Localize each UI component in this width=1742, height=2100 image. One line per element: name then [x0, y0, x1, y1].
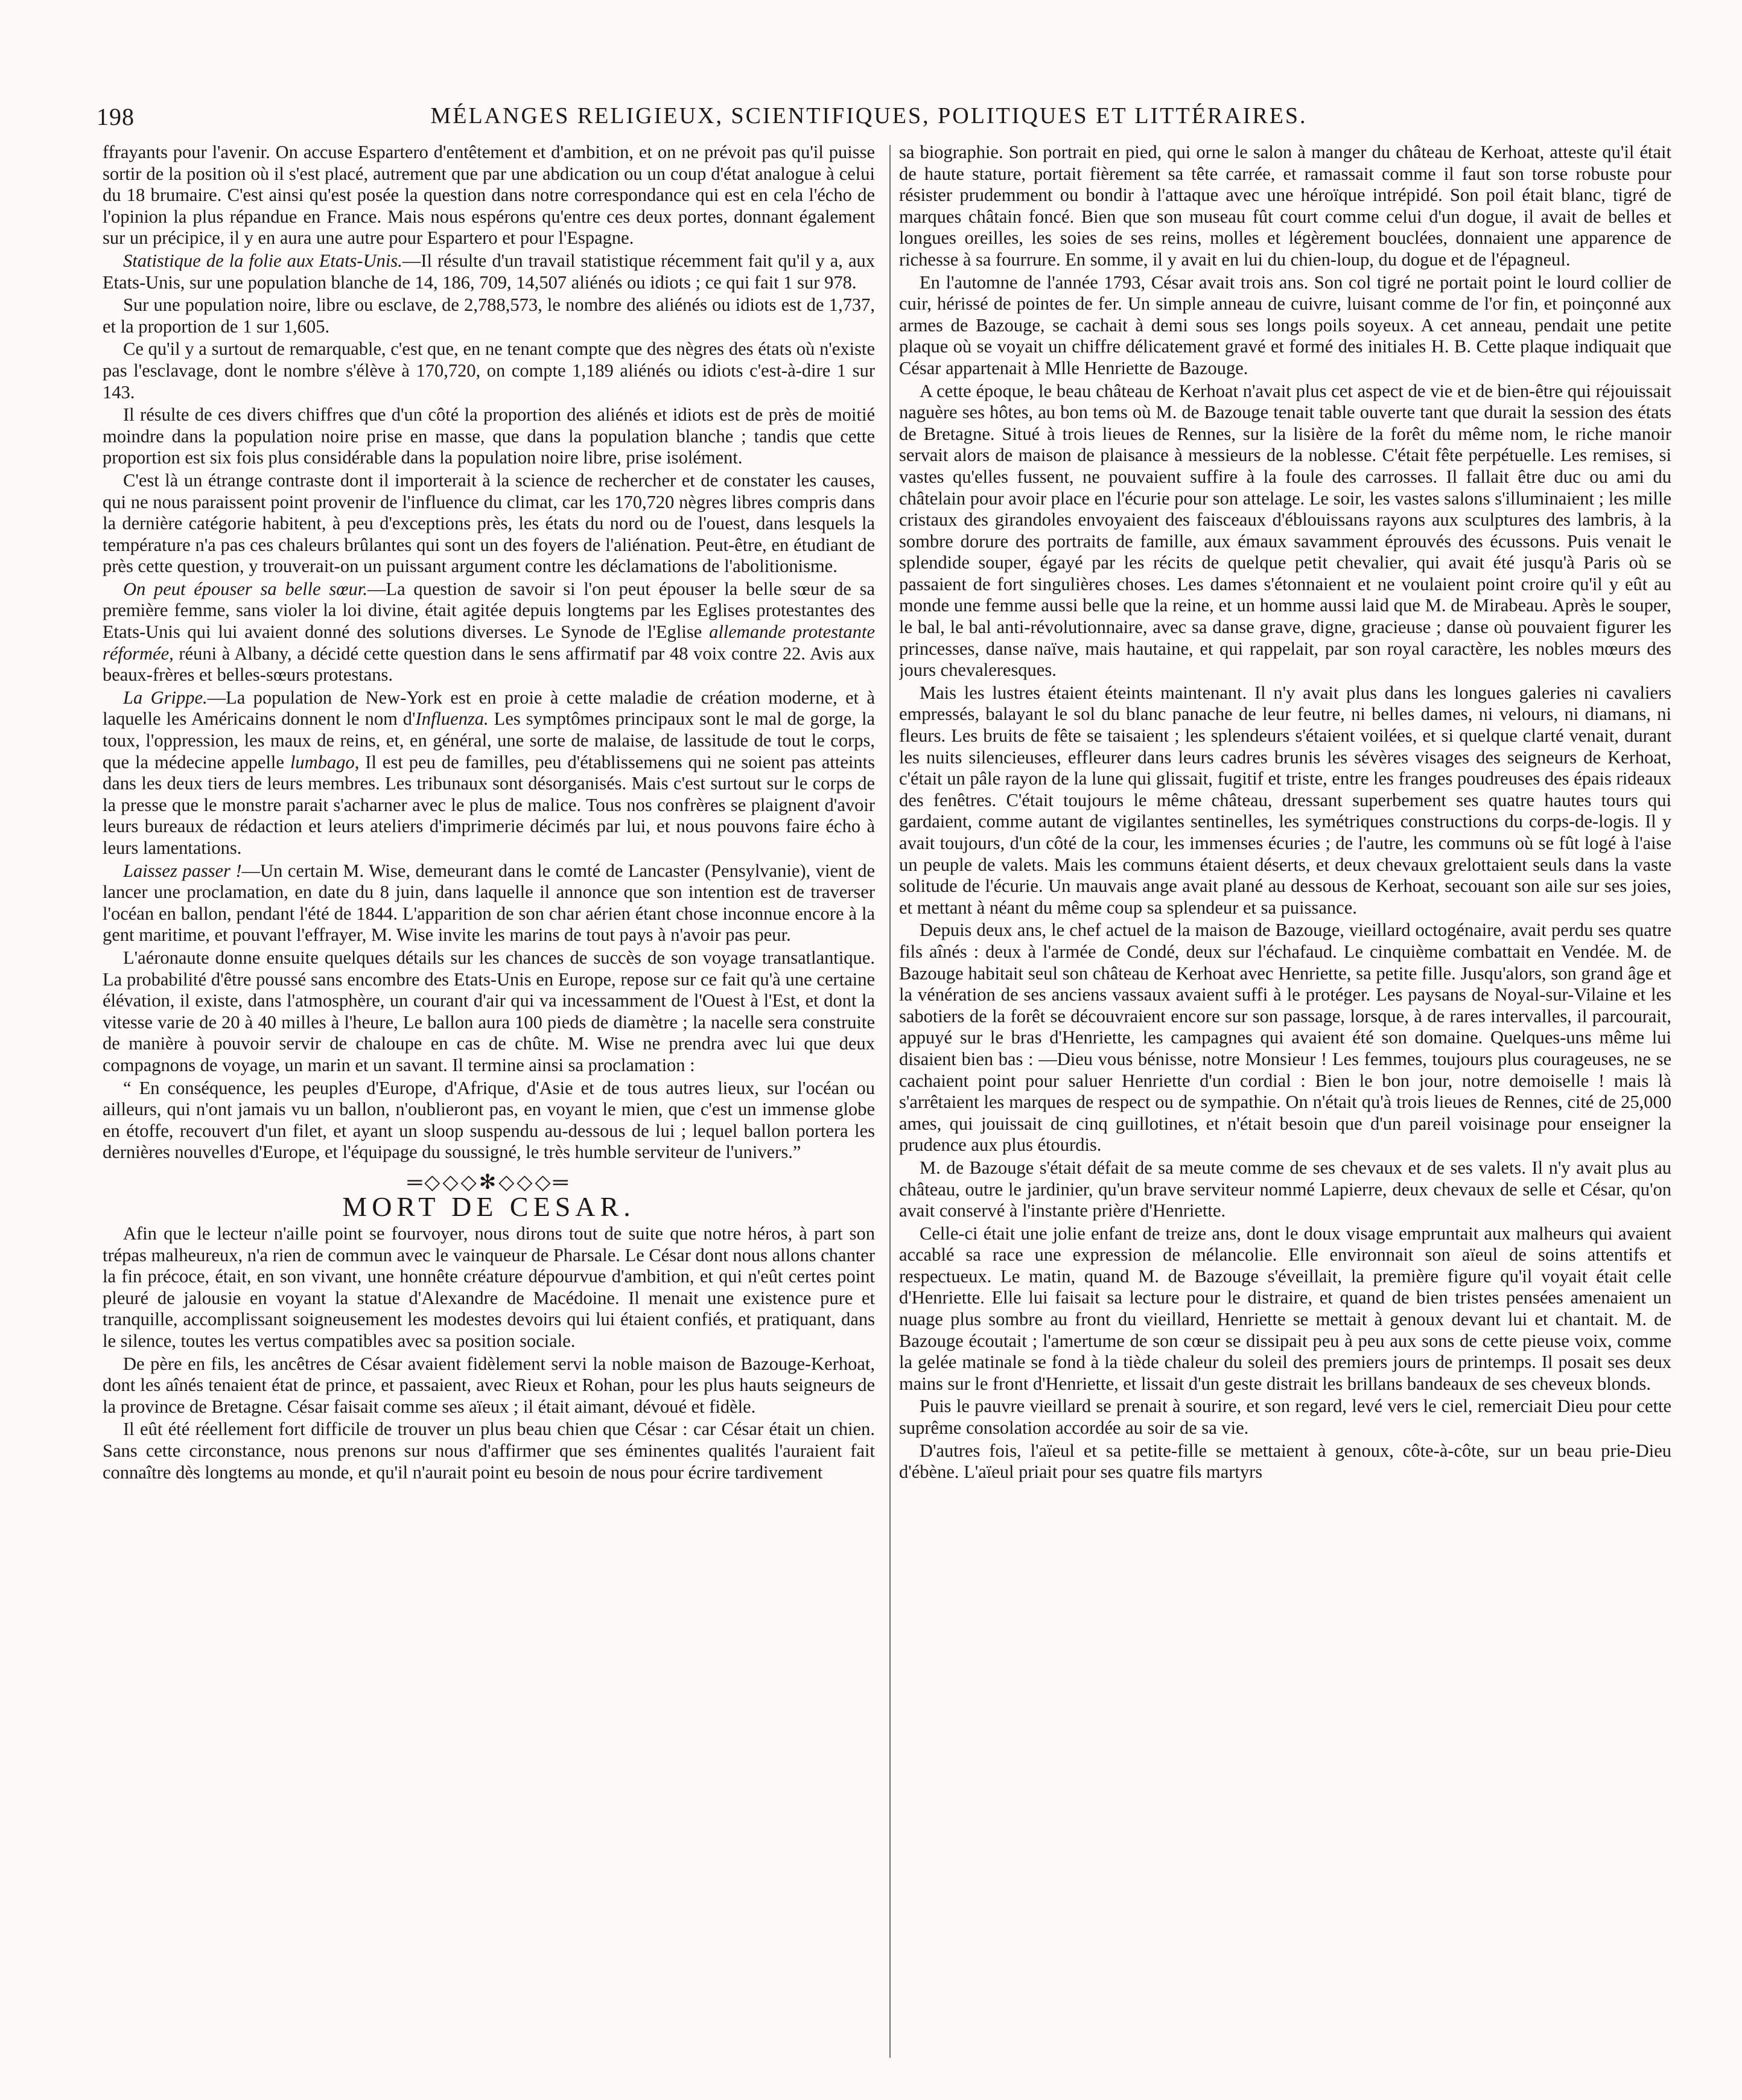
- section-title: MORT DE CESAR.: [342, 1191, 635, 1222]
- page-number: 198: [97, 103, 135, 130]
- paragraph-contraste: C'est là un étrange contraste dont il importerait à la science de rechercher et de constater les causes, qui ne nous paraissent point provenir de l'influence du climat, car les 170,720 nègres libres compris dans la dernière catégorie habitent, à peu d'exceptions près, les états du nord ou de l'ouest, dans lesquels la température n'a pas ces chaleurs brûlantes qui sont un des foyers de l'aliénation. Peut-être, en étudiant de près cette question, y trouverait-on un puissant argument contre les déclamations de l'abolitionisme.: [103, 469, 875, 577]
- paragraph-espartero: ffrayants pour l'avenir. On accuse Espartero d'entêtement et d'ambition, et on ne prévoit pas qu'il puisse sortir de la position où il s'est placé, autrement que par une abdication ou un coup d'état analogue à celui du 18 brumaire. C'est ainsi qu'est posée la question dans notre correspondance qui est en cela l'écho de l'opinion la plus répandue en France. Mais nous espérons qu'entre ces deux portes, donnant également sur un précipice, il y en aura une autre pour Espartero et pour l'Espagne.: [103, 142, 875, 249]
- paragraph-biographie: sa biographie. Son portrait en pied, qui orne le salon à manger du château de Kerhoat, atteste qu'il était de haute stature, portait fièrement sa tête carrée, et ramassait comme il faut son torse robuste pour résister prudemment ou bondir à l'attaque avec une héroïque intrépidé. Son poil était blanc, tigré de marques châtain foncé. Bien que son museau fût court comme celui d'un dogue, il avait de belles et longues oreilles, les soies de ses reins, molles et légèrement bouclées, donnaient une apparence de richesse à sa fourrure. En somme, il y avait en lui du chien-loup, du dogue et de l'épagneul.: [899, 142, 1671, 270]
- paragraph-prie-dieu: D'autres fois, l'aïeul et sa petite-fille se mettaient à genoux, côte-à-côte, sur un beau prie-Dieu d'ébène. L'aïeul priait pour ses quatre fils martyrs: [899, 1440, 1671, 1483]
- paragraph-statistique: [103, 250, 875, 293]
- paragraph-aeronaute: L'aéronaute donne ensuite quelques détails sur les chances de succès de son voyage transatlantique. La probabilité d'être poussé sans encombre des Etats-Unis en Europe, repose sur ce fait qu'à une certaine élévation, il existe, dans l'atmosphère, un courant d'air qui va incessamment de l'Ouest à l'Est, et dont la vitesse varie de 20 à 40 milles à l'heure, Le ballon aura 100 pieds de diamètre ; la nacelle sera construite de manière à pouvoir servir de chaloupe en cas de chûte. M. Wise ne prendra avec lui que deux compagnons de voyage, un marin et un savant. Il termine ainsi sa proclamation :: [103, 947, 875, 1075]
- paragraph-text: —La population de New-York est en proie à cette maladie de création moderne, et à laquelle les Américains donnent le nom d': [103, 687, 875, 730]
- paragraph-text: réuni à Albany, a décidé cette question dans le sens affirmatif par 48 voix contre 22. Avis aux beaux-frères et belles-sœurs protestans.: [103, 643, 875, 686]
- emphasis-text: allemande protestante réformée,: [103, 622, 875, 664]
- paragraph-henriette: Celle-ci était une jolie enfant de treize ans, dont le doux visage empruntait aux malheurs qui avaient accablé sa race une expression de mélancolie. Elle environnait son aïeul de soins attentifs et respectueux. Le matin, quand M. de Bazouge s'éveillait, la première figure qu'il voyait était celle d'Henriette. Elle lui faisait sa lecture pour le distraire, et quand de bien tristes pensées amenaient un nuage plus sombre au front du vieillard, Henriette se mettait à genoux devant lui et chantait. M. de Bazouge écoutait ; l'amertume de son cœur se dissipait peu à peu aux sons de cette pieuse voix, comme la gelée matinale se fond à la tiède chaleur du soleil des premiers jours de printemps. Il posait ses deux mains sur le front d'Henriette, et lissait d'un geste distrait les brillans bandeaux de ses cheveux blonds.: [899, 1223, 1671, 1394]
- paragraph-pere-en-fils: De père en fils, les ancêtres de César avaient fidèlement servi la noble maison de Bazouge-Kerhoat, dont les aînés tenaient état de prince, et passaient, avec Rieux et Rohan, pour les plus hauts seigneurs de la province de Bretagne. César faisait comme ses aïeux ; il était aimant, dévoué et fidèle.: [103, 1353, 875, 1417]
- paragraph-chateau-kerhoat: A cette époque, le beau château de Kerhoat n'avait plus cet aspect de vie et de bien-être qui réjouissait naguère ses hôtes, au bon tems où M. de Bazouge tenait table ouverte tant que durait la session des états de Bretagne. Situé à trois lieues de Rennes, sur la lisière de la forêt du même nom, le riche manoir servait alors de maison de plaisance à messieurs de la noblesse. C'était fête perpétuelle. Les remises, si vastes qu'elles fussent, ne pouvaient suffire à la foule des carrosses. Il fallait être duc ou ami du châtelain pour avoir place en l'écurie pour son attelage. Le soir, les vastes salons s'illuminaient ; les mille cristaux des girandoles envoyaient des faisceaux d'éblouissans rayons aux sculptures des lambris, à la sombre dorure des portraits de famille, aux émaux savamment éprouvés des écussons. Puis venait le splendide souper, égayé par les récits de quelque petit chevalier, qui avait été jusqu'à Paris où se passaient de fort singulières choses. Les dames s'étonnaient et ne voulaient point croire qu'il y eût au monde une femme aussi belle que la reine, et un homme aussi laid que M. de Mirabeau. Après le souper, le bal, le bal anti-révolutionnaire, avec sa danse grave, digne, gracieuse ; danse où pouvaient figurer les princesses, danse naïve, mais hautaine, et qui rappelait, par son royal caractère, les nobles mœurs des jours chevaleresques.: [899, 380, 1671, 681]
- article-lead-grippe: La Grippe.: [123, 687, 208, 708]
- paragraph-text: —La question de savoir si l'on peut épouser la belle sœur de sa première femme, sans violer la loi divine, était agitée depuis longtems par les Eglises protestantes des Etats-Unis qui lui avaient donné des solutions diverses. Le Synode de l'Eglise: [103, 578, 875, 643]
- paragraph-automne-1793: En l'automne de l'année 1793, César avait trois ans. Son col tigré ne portait point le lourd collier de cuir, hérissé de pointes de fer. Un simple anneau de cuivre, luisant comme de l'or fin, et poinçonné aux armes de Bazouge, se cachait à demi sous ses longs poils soyeux. A cet anneau, pendait une petite plaque où se voyait un chiffre délicatement gravé et formé des initiales H. B. Cette plaque indiquait que César appartenait à Mlle Henriette de Bazouge.: [899, 272, 1671, 378]
- article-lead-statistique: Statistique de la folie aux Etats-Unis.: [123, 250, 402, 271]
- paragraph-meute: M. de Bazouge s'était défait de sa meute comme de ses chevaux et de ses valets. Il n'y avait plus au château, outre le jardinier, qu'un brave serviteur nommé Lapierre, deux chevaux de selle et César, qu'on avait conservé à l'instante prière d'Henriette.: [899, 1157, 1671, 1221]
- paragraph-text: Les symptômes principaux sont le mal de gorge, la toux, l'oppression, les maux de reins, et, en général, une sorte de malaise, de lassitude de tout le corps, que la médecine appelle: [103, 708, 875, 772]
- paragraph-lustres-eteints: Mais les lustres étaient éteints maintenant. Il n'y avait plus dans les longues galeries ni cavaliers empressés, balayant le sol du blanc panache de leur feutre, ni belles dames, ni velours, ni diamans, ni fleurs. Les bruits de fête se taisaient ; les splendeurs s'étaient voilées, et si quelque clarté venait, durant les nuits silencieuses, effleurer dans leurs cadres brunis les sévères visages des seigneurs de Kerhoat, c'était un pâle rayon de la lune qui glissait, fugitif et triste, entre les franges poudreuses des épais rideaux des fenêtres. C'était toujours le même château, dressant superbement ses quatre hautes tours qui gardaient, comme autant de vigilantes sentinelles, les symétriques constructions du corps-de-logis. Il y avait toujours, d'un côté de la cour, les immenses écuries ; de l'autre, les communs où se fût logé à l'aise un peuple de valets. Mais les communs étaient déserts, et deux chevaux grelottaient seuls dans la vaste solitude de l'écurie. Un mauvais ange avait plané au dessous de Kerhoat, secouant son aile sur ses joies, et mettant à néant du même coup sa splendeur et sa puissance.: [899, 682, 1671, 918]
- page-header: [97, 103, 1641, 136]
- paragraph-text: —Un certain M. Wise, demeurant dans le comté de Lancaster (Pensylvanie), vient de lancer une proclamation, en date du 8 juin, dans laquelle il annonce que son intention est de traverser l'océan en ballon, pendant l'été de 1844. L'apparition de son char aérien étant chose inconnue encore à la gent maritime, et pouvant l'effrayer, M. Wise invite les marins de tout pays à n'avoir pas peur.: [103, 860, 875, 946]
- left-column: [103, 142, 875, 2073]
- paragraph-text: —Il résulte d'un travail statistique récemment fait qu'il y a, aux Etats-Unis, sur une population blanche de 14, 186, 709, 14,507 aliénés ou idiots ; ce qui fait 1 sur 978.: [103, 250, 875, 293]
- paragraph-belle-soeur: [103, 579, 875, 686]
- paragraph-text: Il est peu de familles, peu d'établissemens qui ne soient pas atteints dans les deux tiers de leurs membres. Les tribunaux sont désorganisés. Mais c'est surtout sur le corps de la presse que le monstre parait s'acharner avec le plus de malice. Tous nos confrères se plaignent d'avoir leurs bureaux de rédaction et leurs ateliers d'imprimerie décimés par lui, et nous pouvons faire écho à leurs lamentations.: [103, 751, 875, 858]
- emphasis-text: lumbago,: [290, 751, 360, 772]
- section-ornament: ═◇◇◇✻◇◇◇═: [407, 1171, 570, 1194]
- paragraph-beau-chien: Il eût été réellement fort difficile de trouver un plus beau chien que César : car César était un chien. Sans cette circonstance, nous prenons sur nous d'affirmer que ses éminentes qualités l'auraient fait connaître dès longtems au monde, et qu'il n'aurait point eu besoin de nous pour écrire tardivement: [103, 1419, 875, 1483]
- paragraph-grippe: [103, 687, 875, 859]
- paragraph-laissez-passer: [103, 861, 875, 946]
- paragraph-depuis-deux-ans: Depuis deux ans, le chef actuel de la maison de Bazouge, vieillard octogénaire, avait perdu ses quatre fils aînés : deux à l'armée de Condé, deux sur l'échafaud. Le cinquième combattait en Vendée. M. de Bazouge habitait seul son château de Kerhoat avec Henriette, sa petite fille. Jusqu'alors, son grand âge et la vénération de ses anciens vassaux avaient suffi à le protéger. Les paysans de Noyal-sur-Vilaine et les sabotiers de la forêt se découvraient encore sur son passage, lorsque, à de rares intervalles, il parcourait, appuyé sur le bras d'Henriette, les campagnes qui avaient été son domaine. Quelques-uns même lui disaient bien bas : —Dieu vous bénisse, notre Monsieur ! Les femmes, toujours plus courageuses, ne se cachaient point pour saluer Henriette d'un cordial : Bien le bon jour, notre demoiselle ! mais là s'arrêtaient les marques de respect ou de sympathie. On n'était qu'à trois lieues de Rennes, cité de 25,000 ames, qui jouissait de cinq guillotines, et n'était besoin que d'un pareil voisinage pour enseigner la prudence aux plus étourdis.: [899, 920, 1671, 1156]
- paragraph-afin-que: Afin que le lecteur n'aille point se fourvoyer, nous dirons tout de suite que notre héros, à part son trépas malheureux, n'a rien de commun avec le vainqueur de Pharsale. Le César dont nous allons chanter la fin précoce, était, en son vivant, une honnête créature dépourvue d'ambition, et qui n'eût certes point pleuré de jalousie en voyant la statue d'Alexandre de Macédoine. Il menait une existence pure et tranquille, accomplissant soigneusement les modestes devoirs qui lui étaient confiés, et pratiquant, dans le silence, toutes les vertus compatibles avec sa position sociale.: [103, 1223, 875, 1352]
- column-divider: [889, 145, 891, 2058]
- paragraph-proclamation-quote: “ En conséquence, les peuples d'Europe, d'Afrique, d'Asie et de tous autres lieux, sur l'océan ou ailleurs, qui n'ont jamais vu un ballon, n'oublieront pas, en voyant le mien, que c'est un immense globe en étoffe, recouvert d'un filet, et ayant un sloop suspendu au-dessous de lui ; lequel ballon portera les dernières nouvelles d'Europe, et l'équipage du soussigné, le très humble serviteur de l'univers.”: [103, 1077, 875, 1163]
- paragraph-population-noire: Sur une population noire, libre ou esclave, de 2,788,573, le nombre des aliénés ou idiots est de 1,737, et la proportion de 1 sur 1,605.: [103, 294, 875, 337]
- running-title: MÉLANGES RELIGIEUX, SCIENTIFIQUES, POLITIQUES ET LITTÉRAIRES.: [430, 103, 1308, 129]
- emphasis-text: Influenza.: [415, 708, 489, 730]
- paragraph-remarquable: Ce qu'il y a surtout de remarquable, c'est que, en ne tenant compte que des nègres des états où n'existe pas l'esclavage, dont le nombre s'élève à 170,720, on compte 1,189 aliénés ou idiots c'est-à-dire 1 sur 143.: [103, 339, 875, 402]
- article-lead-belle-soeur: On peut épouser sa belle sœur.: [123, 578, 367, 599]
- paragraph-chiffres: Il résulte de ces divers chiffres que d'un côté la proportion des aliénés et idiots est de près de moitié moindre dans la population noire prise en masse, que dans la population blanche ; tandis que cette proportion est six fois plus considérable dans la population noire libre, prise isolément.: [103, 404, 875, 468]
- right-column: [899, 142, 1671, 2073]
- article-lead-laissez-passer: Laissez passer !: [123, 860, 242, 881]
- paragraph-vieillard-sourire: Puis le pauvre vieillard se prenait à sourire, et son regard, levé vers le ciel, remerciait Dieu pour cette suprême consolation accordée au soir de sa vie.: [899, 1396, 1671, 1439]
